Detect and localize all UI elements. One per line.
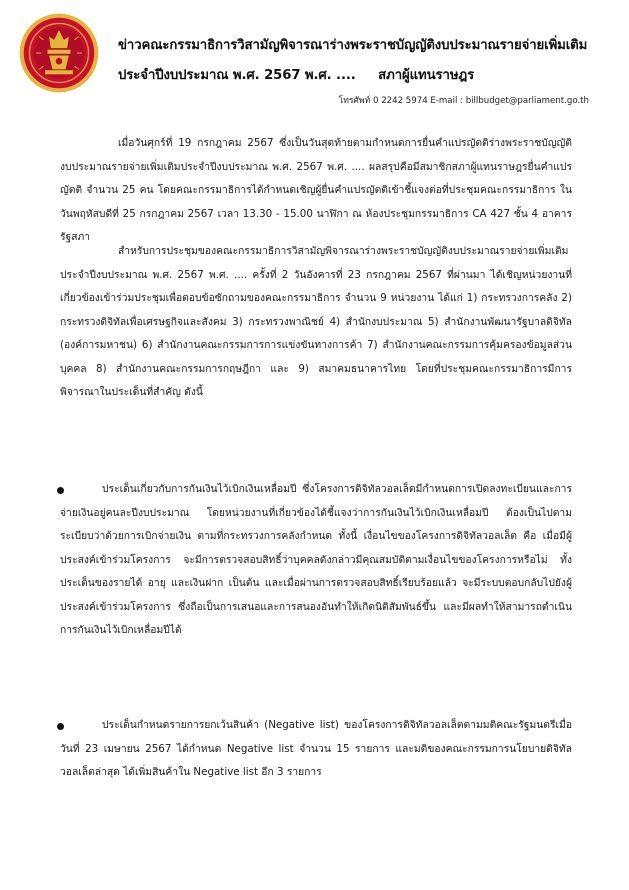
paragraph-2 bbox=[60, 240, 572, 405]
bullet-1-text: ประเด็นเกี่ยวกับการกันเงินไว้เบิกเงินเหลื่อมปี ซึ่งโครงการดิจิทัลวอลเล็ตมีกำหนดการเปิดลงทะเบียนและการจ่ายเงินอยู่คนละปีงบประมาณ โดยหน่วยงานที่เกี่ยวข้องได้ชี้แจงว่าการกันเงินไว้เบิกเงินเหลื่อมปี ต้องเป็นไปตามระเบียบว่าด้วยการเบิกจ่ายเงิน ตามที่กระทรวงการคลังกำหนด ทั้งนี้ เงื่อนไขของโครงการดิจิทัลวอลเล็ต คือ เมื่อมีผู้ประสงค์เข้าร่วมโครงการ จะมีการตรวจสอบสิทธิ์ว่าบุคคลดังกล่าวมีคุณสมบัติตามเงื่อนไขของโครงการหรือไม่ ทั้งประเด็นของรายได้ อายุ และเงินฝาก เป็นต้น และเมื่อผ่านการตรวจสอบสิทธิ์เรียบร้อยแล้ว จะมีระบบตอบกลับไปยังผู้ประสงค์เข้าร่วมโครงการ ซึ่งถือเป็นการเสนอและการสนองอันทำให้เกิดนิติสัมพันธ์ขึ้น และมีผลทำให้สามารถดำเนินการกันเงินไว้เบิกเหลื่อมปีได้ bbox=[60, 483, 572, 636]
header-title-line1: ข่าวคณะกรรมาธิการวิสามัญพิจารณาร่างพระราชบัญญัติงบประมาณรายจ่ายเพิ่มเติม bbox=[118, 38, 588, 53]
paragraph-2-text: สำหรับการประชุมของคณะกรรมาธิการวิสามัญพิจารณาร่างพระราชบัญญัติงบประมาณรายจ่ายเพิ่มเติมประจำปีงบประมาณ พ.ศ. 2567 พ.ศ. .... ครั้งที่ 2 วันอังคารที่ 23 กรกฎาคม 2567 ที่ผ่านมา ได้เชิญหน่วยงานที่เกี่ยวข้องเข้าร่วมประชุมเพื่อตอบข้อซักถามของคณะกรรมาธิการ จำนวน 9 หน่วยงาน ได้แก่ 1) กระทรวงการคลัง 2) กระทรวงดิจิทัลเพื่อเศรษฐกิจและสังคม 3) กระทรวงพาณิชย์ 4) สำนักงบประมาณ 5) สำนักงานพัฒนารัฐบาลดิจิทัล (องค์การมหาชน) 6) สำนักงานคณะกรรมการการแข่งขันทางการค้า 7) สำนักงานคณะกรรมการคุ้มครองข้อมูลส่วนบุคคล 8) สำนักงานคณะกรรมการกฤษฎีกา และ 9) สมาคมธนาคารไทย โดยที่ประชุมคณะกรรมาธิการมีการพิจารณาในประเด็นที่สำคัญ ดังนี้ bbox=[60, 245, 572, 398]
contact-line: โทรศัพท์ 0 2242 5974 E-mail : billbudget@parliament.go.th bbox=[338, 96, 589, 106]
paragraph-1 bbox=[60, 132, 572, 250]
bullet-2-text: ประเด็นกำหนดรายการยกเว้นสินค้า (Negative list) ของโครงการดิจิทัลวอลเล็ตตามมติคณะรัฐมนตรีเมื่อวันที่ 23 เมษายน 2567 ได้กำหนด Negative list จำนวน 15 รายการ และมติของคณะกรรมการนโยบายดิจิทัลวอลเล็ตล่าสุด ได้เพิ่มสินค้าใน Negative list อีก 3 รายการ bbox=[60, 719, 572, 778]
bullet-item-2 bbox=[60, 714, 572, 785]
bullet-item-1 bbox=[60, 478, 572, 643]
paragraph-1-text: เมื่อวันศุกร์ที่ 19 กรกฎาคม 2567 ซึ่งเป็นวันสุดท้ายตามกำหนดการยื่นคำแปรญัตติร่างพระราชบัญญัติงบประมาณรายจ่ายเพิ่มเติมประจำปีงบประมาณ พ.ศ. 2567 พ.ศ. .... ผลสรุปคือมีสมาชิกสภาผู้แทนราษฎรยื่นคำแปรญัตติ จำนวน 25 คน โดยคณะกรรมาธิการได้กำหนดเชิญผู้ยื่นคำแปรญัตติเข้าชี้แจงต่อที่ประชุมคณะกรรมาธิการ ในวันพฤหัสบดีที่ 25 กรกฎาคม 2567 เวลา 13.30 - 15.00 นาฬิกา ณ ห้องประชุมกรรมาธิการ CA 427 ชั้น 4 อาคารรัฐสภา bbox=[60, 137, 572, 243]
header-title-line2: ประจำปีงบประมาณ พ.ศ. 2567 พ.ศ. .... สภาผู้แทนราษฎร bbox=[118, 68, 475, 83]
parliament-seal-icon bbox=[18, 12, 100, 94]
